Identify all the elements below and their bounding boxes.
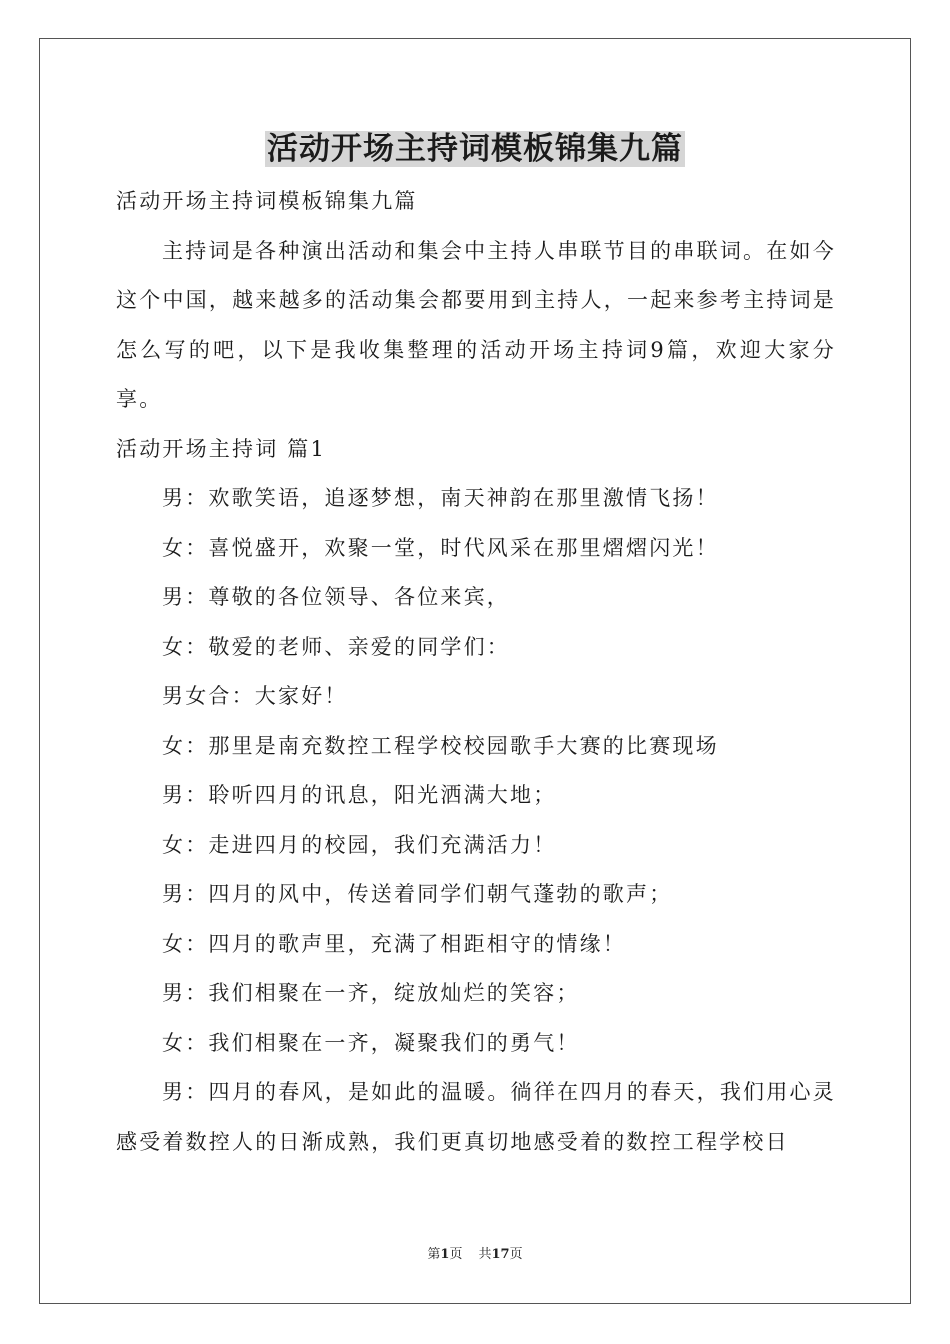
- dialogue-line: 女：那里是南充数控工程学校校园歌手大赛的比赛现场: [162, 733, 719, 758]
- dialogue-line: 男：欢歌笑语，追逐梦想，南天神韵在那里激情飞扬！: [162, 486, 719, 510]
- dialogue-line: 男：聆听四月的讯息，阳光洒满大地；: [162, 783, 557, 807]
- dialogue-line: 女：敬爱的老师、亲爱的同学们：: [162, 634, 510, 659]
- page-number-suffix: 页: [449, 1247, 463, 1262]
- dialogue-line: 女：四月的歌声里，充满了相距相守的情缘！: [162, 931, 626, 956]
- dialogue-line: 男：我们相聚在一齐，绽放灿烂的笑容；: [162, 981, 580, 1005]
- document-body: [116, 177, 836, 1167]
- dialogue-line: 女：我们相聚在一齐，凝聚我们的勇气！: [162, 1030, 580, 1055]
- document-title-text: 活动开场主持词模板锦集九篇: [267, 131, 683, 167]
- dialogue-line: 女：喜悦盛开，欢聚一堂，时代风采在那里熠熠闪光！: [162, 535, 719, 560]
- page-total-suffix: 页: [509, 1247, 523, 1262]
- dialogue-line: 男：四月的春风，是如此的温暖。徜徉在四月的春天，我们用心灵感受着数控人的日渐成熟，我们更真切地感受着的数控工程学校日: [116, 1080, 836, 1154]
- page-number-prefix: 第: [427, 1247, 441, 1262]
- page-total: 17: [491, 1247, 510, 1262]
- section-heading: 活动开场主持词 篇1: [116, 436, 327, 461]
- dialogue-line: 男：四月的风中，传送着同学们朝气蓬勃的歌声；: [162, 882, 673, 906]
- page-total-prefix: 共: [478, 1247, 492, 1262]
- dialogue-line: 女：走进四月的校园，我们充满活力！: [162, 832, 557, 857]
- dialogue-line: 男女合：大家好！: [162, 684, 348, 708]
- page-number-current: 1: [440, 1247, 450, 1262]
- dialogue-line: 男：尊敬的各位领导、各位来宾，: [162, 585, 510, 609]
- intro-paragraph: 主持词是各种演出活动和集会中主持人串联节目的串联词。在如今这个中国，越来越多的活动集会都要用到主持人，一起来参考主持词是怎么写的吧，以下是我收集整理的活动开场主持词9篇，欢迎大家分享。: [116, 238, 836, 411]
- document-subtitle: 活动开场主持词模板锦集九篇: [116, 189, 418, 213]
- page-footer: [0, 1246, 950, 1264]
- document-title: [0, 127, 950, 171]
